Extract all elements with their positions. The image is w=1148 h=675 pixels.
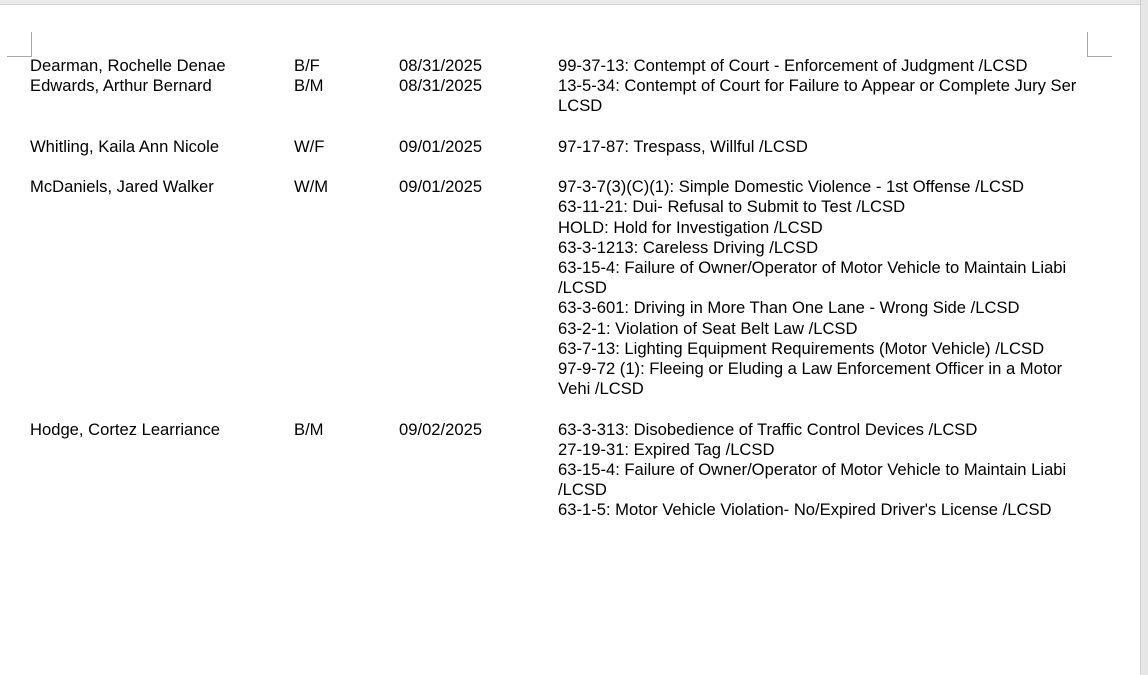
charge-item: 63-15-4: Failure of Owner/Operator of Motor Vehicle to Maintain Liabi /LCSD	[558, 258, 1067, 298]
record-row	[30, 76, 1110, 116]
race-sex: B/M	[294, 76, 324, 96]
race-sex: B/F	[294, 56, 320, 75]
charge-item: 63-11-21: Dui- Refusal to Submit to Test /LCSD	[558, 197, 906, 217]
top-left-margin-mark	[7, 32, 32, 57]
booking-date: 08/31/2025	[399, 56, 483, 75]
booking-date: 09/01/2025	[399, 177, 483, 197]
charge-item: 13-5-34: Contempt of Court for Failure to Appear or Complete Jury Ser LCSD	[558, 76, 1077, 116]
charge-item: 97-3-7(3)(C)(1): Simple Domestic Violence - 1st Offense /LCSD	[558, 177, 1025, 197]
booking-date: 09/02/2025	[399, 419, 483, 439]
charge-item: 97-17-87: Trespass, Willful /LCSD	[558, 136, 808, 156]
inmate-name: McDaniels, Jared Walker	[30, 177, 214, 197]
record-row	[30, 137, 1110, 157]
race-sex: W/F	[294, 136, 325, 156]
race-sex: W/M	[294, 177, 329, 197]
race-sex: B/M	[294, 419, 324, 439]
record-row	[30, 177, 1110, 399]
record-row	[30, 56, 1110, 76]
charge-item: 63-3-601: Driving in More Than One Lane - Wrong Side /LCSD	[558, 298, 1020, 318]
charge-item: 63-2-1: Violation of Seat Belt Law /LCSD	[558, 318, 858, 338]
record-row	[30, 420, 1110, 521]
inmate-name: Whitling, Kaila Ann Nicole	[30, 136, 220, 156]
booking-date: 08/31/2025	[399, 76, 483, 96]
charges-list	[558, 76, 1098, 116]
charge-item: 97-9-72 (1): Fleeing or Eluding a Law Enforcement Officer in a Motor Vehi /LCSD	[558, 359, 1063, 399]
charge-item: 63-7-13: Lighting Equipment Requirements (Motor Vehicle) /LCSD	[558, 338, 1045, 358]
vertical-scrollbar[interactable]	[1140, 0, 1148, 674]
arrest-records-list	[30, 56, 1110, 541]
charge-item: 63-3-313: Disobedience of Traffic Control Devices /LCSD	[558, 419, 978, 439]
charge-item: 63-3-1213: Careless Driving /LCSD	[558, 237, 819, 257]
inmate-name: Edwards, Arthur Bernard	[30, 76, 212, 96]
document-page	[0, 4, 1140, 675]
charge-item: HOLD: Hold for Investigation /LCSD	[558, 217, 823, 237]
charge-item: 63-1-5: Motor Vehicle Violation- No/Expired Driver's License /LCSD	[558, 500, 1052, 520]
charge-item: 99-37-13: Contempt of Court - Enforcement of Judgment /LCSD	[558, 56, 1028, 75]
charges-list	[558, 137, 1098, 157]
booking-date: 09/01/2025	[399, 136, 483, 156]
inmate-name: Dearman, Rochelle Denae	[30, 56, 226, 75]
inmate-name: Hodge, Cortez Learriance	[30, 419, 221, 439]
charges-list	[558, 420, 1098, 521]
top-right-margin-mark	[1087, 32, 1112, 57]
charges-list	[558, 56, 1098, 76]
charge-item: 63-15-4: Failure of Owner/Operator of Motor Vehicle to Maintain Liabi /LCSD	[558, 460, 1067, 500]
charges-list	[558, 177, 1098, 399]
charge-item: 27-19-31: Expired Tag /LCSD	[558, 439, 775, 459]
